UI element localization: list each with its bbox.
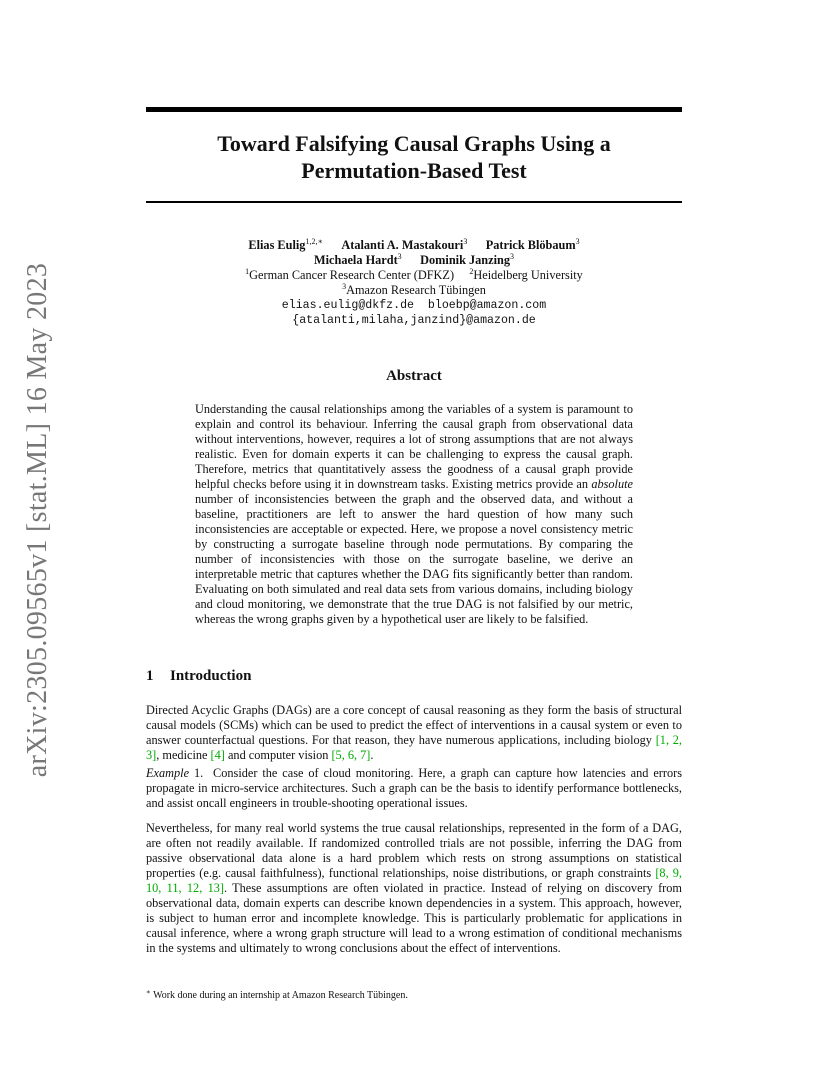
author-name: Michaela Hardt [314,253,398,267]
abstract-heading: Abstract [386,368,442,384]
title-bottom-rule [146,201,682,203]
abstract-part: Understanding the causal relationships among the variables of a system is paramount to explain and control its behaviour. Inferring the causal graph from observational data without interventions, however, requires a lot of strong assumptions that are not always realistic. Even for domain experts it can be challenging to express the causal graph. Therefore, metrics that quantitatively assess the goodness of a causal graph provide helpful checks before using it in downstream tasks. Existing metrics provide an [195,402,633,491]
example-text: Consider the case of cloud monitoring. Here, a graph can capture how latencies and errors propagate in micro-service architectures. Such a graph can be the basis to identify performance bottlenecks, and assist oncall engineers in trouble-shooting operational issues. [146,766,682,810]
citation-link[interactable]: [1, 2, 3] [146,733,682,762]
author-sup: 3 [463,237,468,246]
affiliation-sup: 2 [469,267,474,276]
paragraph-text: Directed Acyclic Graphs (DAGs) are a core concept of causal reasoning as they form the basis of structural causal models (SCMs) which can be used to predict the effect of interventions in a causal system or even to answer counterfactual questions. For that reason, they have numerous applications, including biology [146,703,682,747]
footnote [146,990,408,1001]
paragraph-text: and computer vision [224,748,332,762]
author-name: Patrick Blöbaum [485,238,576,252]
affiliation: German Cancer Research Center (DFKZ) [249,268,455,282]
citation-link[interactable]: [4] [210,748,225,762]
paragraph-text: . These assumptions are often violated in practice. Instead of relying on discovery from observational data, domain experts can describe known dependencies in a system. This approach, however, is subject to human error and incomplete knowledge. This is particularly problematic for applications in causal inference, where a wrong graph structure will lead to a wrong estimation of conditional mechanisms in the systems and ultimately to wrong conclusions about the effect of interventions. [146,881,682,955]
intro-paragraph-2 [146,821,682,956]
citation-link[interactable]: [5, 6, 7] [331,748,371,762]
example-label: Example [146,766,190,780]
author-sup: 1,2,∗ [305,237,323,246]
section-number: 1 [146,668,154,684]
footnote-mark: ∗ [146,988,151,996]
paper-title [146,130,682,184]
affiliation-line-2 [146,283,682,298]
paragraph-text: , medicine [156,748,211,762]
title-line-1: Toward Falsifying Causal Graphs Using a [217,131,611,156]
email-line-1[interactable]: elias.eulig@dkfz.de bloebp@amazon.com [281,299,547,312]
affiliation: Amazon Research Tübingen [346,283,486,297]
footnote-text: Work done during an internship at Amazon Research Tübingen. [153,990,408,1001]
title-line-2: Permutation-Based Test [301,158,527,183]
affiliation-sup: 3 [342,282,347,291]
example-number: 1. [193,766,204,780]
author-name: Elias Eulig [248,238,306,252]
abstract-text [195,402,633,627]
citation-link[interactable]: [8, 9, 10, 11, 12, 13] [146,866,682,895]
author-name: Dominik Janzing [420,253,510,267]
affiliation-line-1 [146,268,682,283]
section-heading [146,668,251,685]
title-top-rule [146,107,682,112]
abstract-part: number of inconsistencies between the graph and the observed data, and without a baseline, practitioners are left to answer the hard question of how many such inconsistencies are acceptable or expected. Here, we propose a novel consistency metric by constructing a surrogate baseline through node permutations. By comparing the number of inconsistencies with those on the surrogate baseline, we derive an interpretable metric that captures whether the DAG fits significantly better than random. Evaluating on both simulated and real data sets from various domains, including biology and cloud monitoring, we demonstrate that the true DAG is not falsified by our metric, whereas the wrong graphs given by a hypothetical user are likely to be falsified. [195,492,633,626]
author-name: Atalanti A. Mastakouri [341,238,464,252]
example-paragraph [146,766,682,811]
affiliation-sup: 1 [245,267,250,276]
email-line-2[interactable]: {atalanti,milaha,janzind}@amazon.de [292,314,536,327]
author-sup: 3 [575,237,580,246]
arxiv-identifier: arXiv:2305.09565v1 [stat.ML] 16 May 2023 [22,262,53,778]
paragraph-text: . [370,748,374,762]
author-line-1 [146,238,682,253]
intro-paragraph-1 [146,703,682,763]
author-sup: 3 [509,252,514,261]
abstract-emphasis: absolute [591,477,633,491]
author-sup: 3 [397,252,402,261]
author-block [146,238,682,328]
author-line-2 [146,253,682,268]
paragraph-text: Nevertheless, for many real world systems the true causal relationships, represented in the form of a DAG, are often not readily available. If randomized controlled trials are not possible, inferring the DAG from passive observational data alone is a hard problem which rests on strong assumptions on statistical properties (e.g. causal faithfulness), functional relationships, noise distributions, or graph constraints [146,821,682,880]
affiliation: Heidelberg University [473,268,583,282]
section-title: Introduction [170,668,252,684]
